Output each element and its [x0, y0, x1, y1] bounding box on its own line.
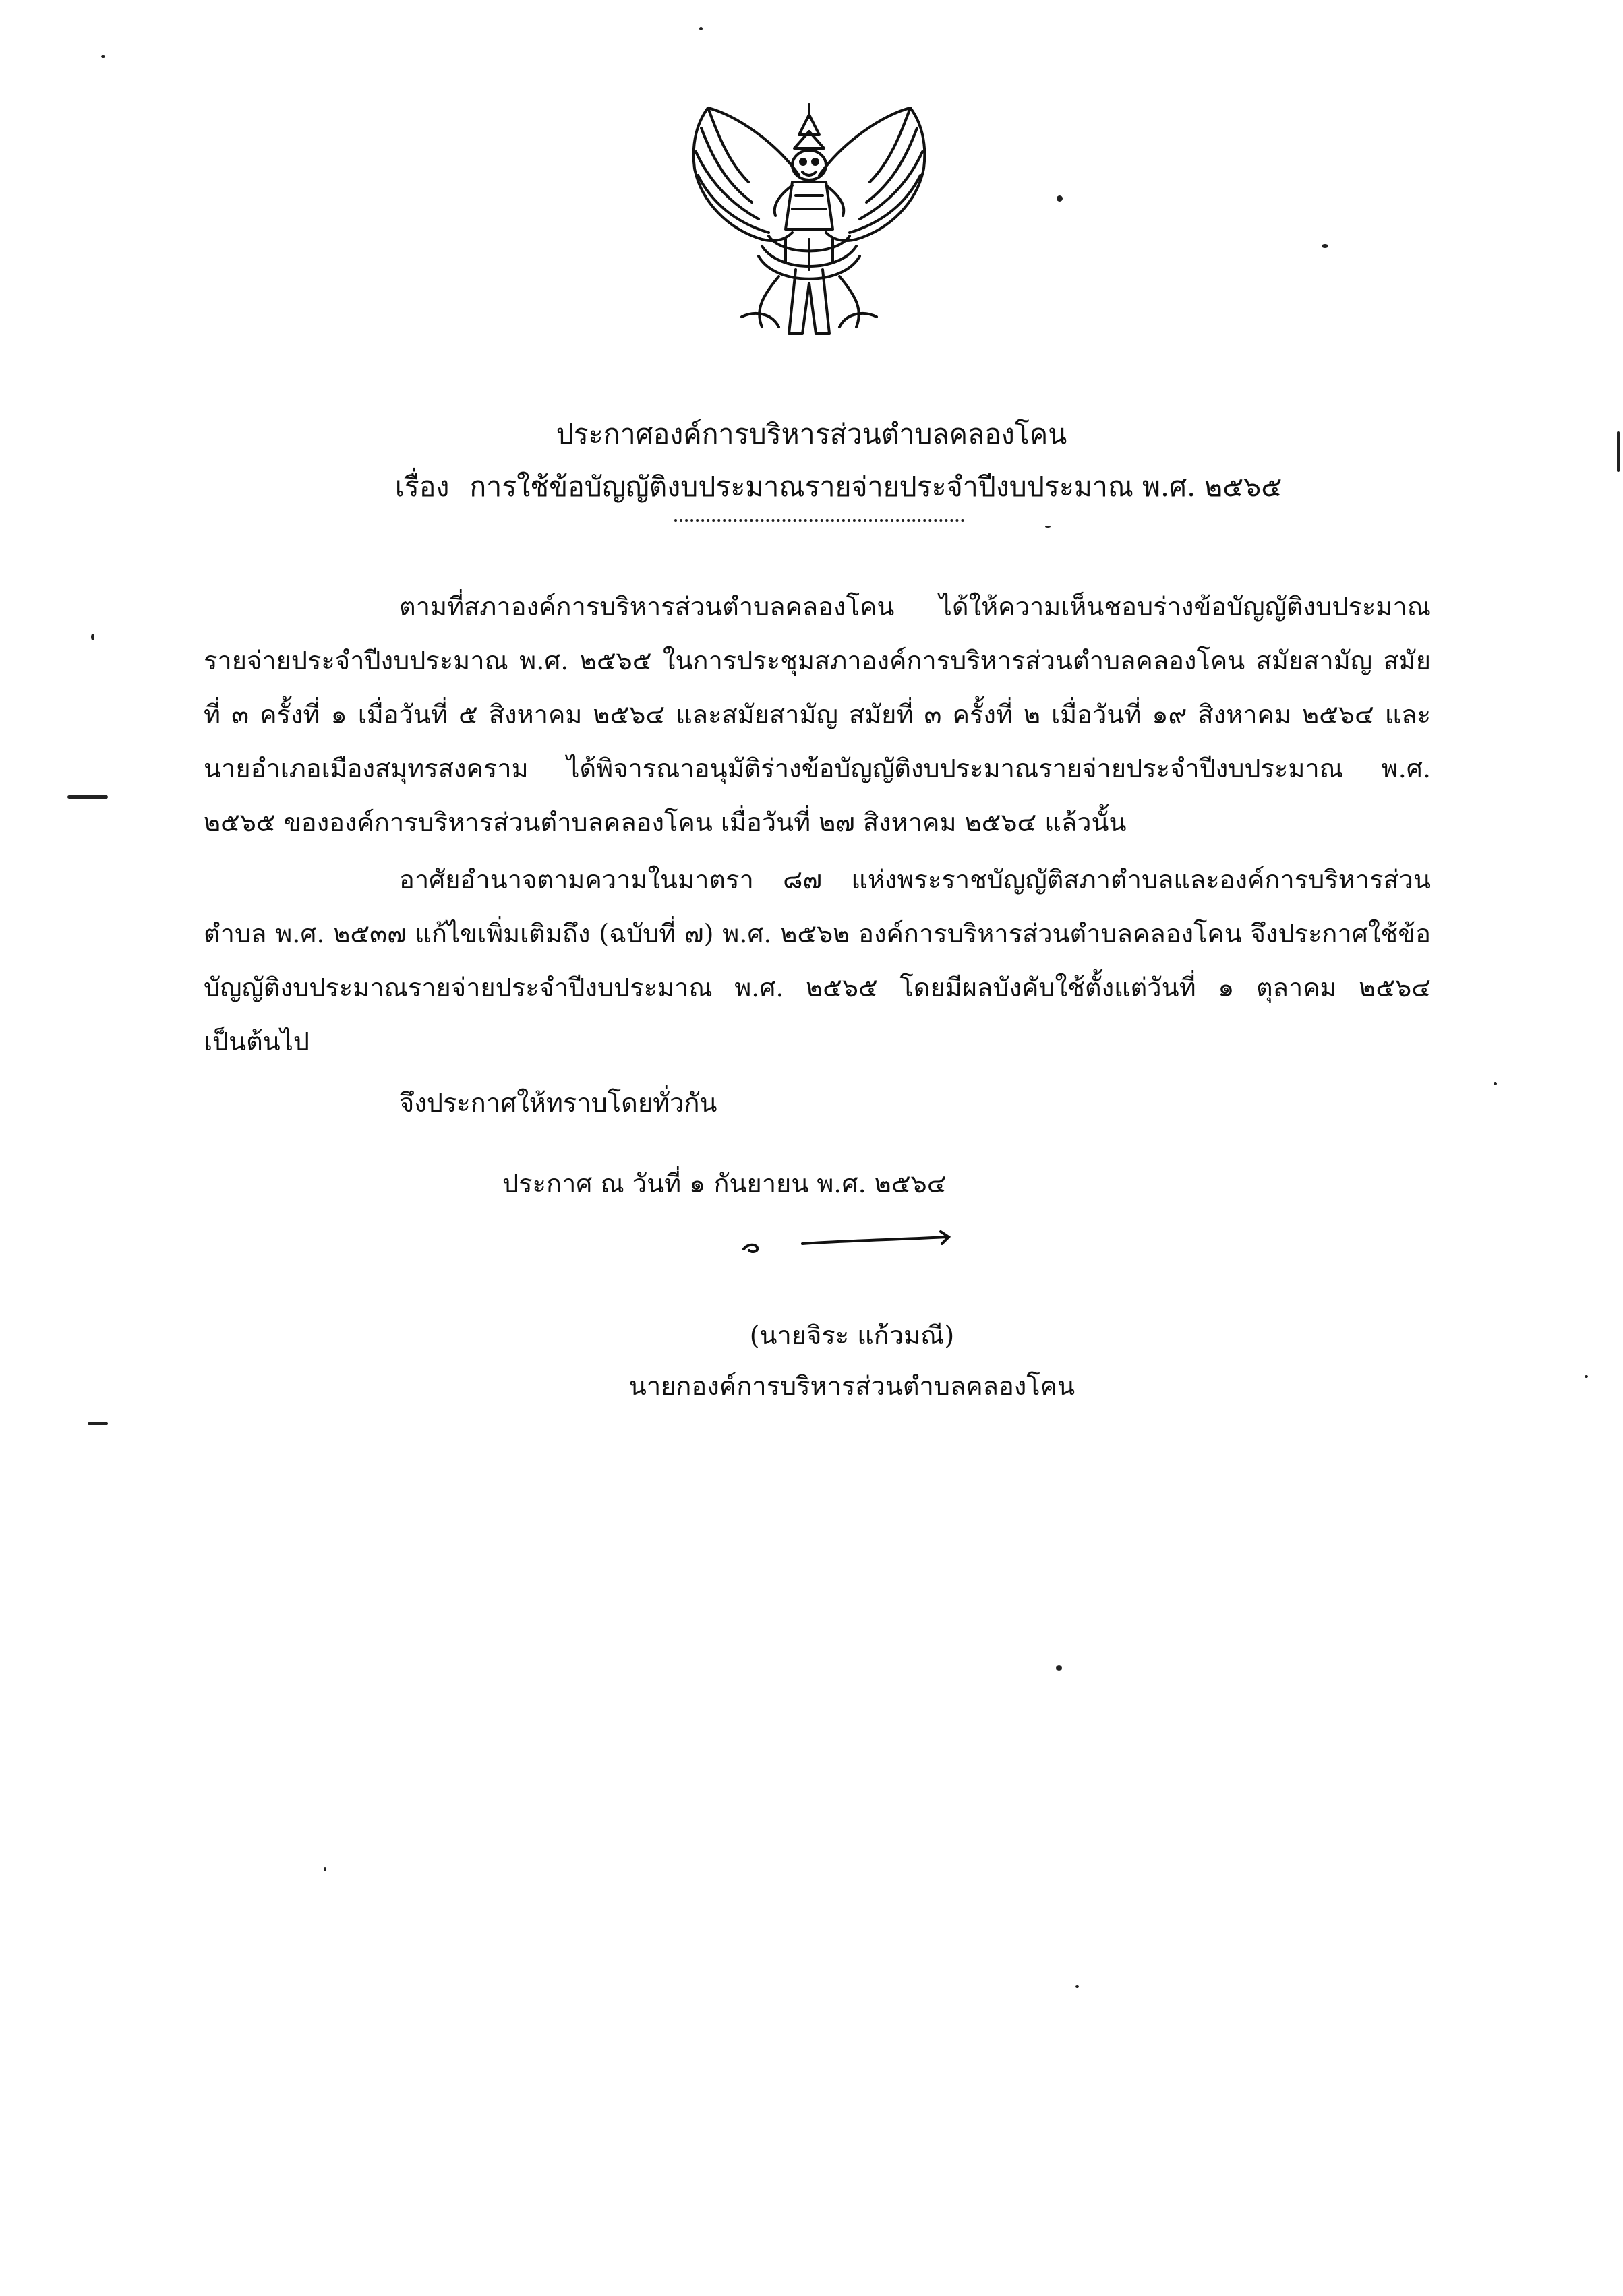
handwritten-signature-icon — [738, 1217, 968, 1264]
scan-speck — [1045, 526, 1051, 528]
scan-speck — [1056, 1665, 1062, 1671]
scan-speck — [67, 795, 108, 799]
scan-speck — [1075, 1985, 1079, 1988]
announcement-date: ประกาศ ณ วันที่ ๑ กันยายน พ.ศ. ๒๕๖๔ — [502, 1169, 947, 1199]
signer-position: นายกองค์การบริหารส่วนตำบลคลองโคน — [628, 1371, 1075, 1401]
closing-statement: จึงประกาศให้ทราบโดยทั่วกัน — [399, 1088, 717, 1118]
scan-speck — [101, 55, 105, 58]
announcement-title: ประกาศองค์การบริหารส่วนตำบลคลองโคน — [556, 418, 1067, 450]
body-paragraph-1: ตามที่สภาองค์การบริหารส่วนตำบลคลองโคน ได้ให้ความเห็นชอบร่างข้อบัญญัติงบประมาณรายจ่ายประจำปีงบประมาณ พ.ศ. ๒๕๖๕ ในการประชุมสภาองค์การบริหารส่วนตำบลคลองโคน สมัยสามัญ สมัยที่ ๓ ครั้งที่ ๑ เมื่อวันที่ ๕ สิงหาคม ๒๕๖๔ และสมัยสามัญ สมัยที่ ๓ ครั้งที่ ๒ เมื่อวันที่ ๑๙ สิงหาคม ๒๕๖๔ และนายอำเภอเมืองสมุทรสงคราม ได้พิจารณาอนุมัติร่างข้อบัญญัติงบประมาณรายจ่ายประจำปีงบประมาณ พ.ศ. ๒๕๖๕ ขององค์การบริหารส่วนตำบลคลองโคน เมื่อวันที่ ๒๗ สิงหาคม ๒๕๖๔ แล้วนั้น — [204, 592, 1431, 837]
scan-speck — [699, 27, 703, 30]
scan-speck — [88, 1422, 108, 1425]
announcement-subject — [27, 465, 1623, 509]
scan-speck — [324, 1867, 326, 1871]
subject-label: เรื่อง — [394, 471, 450, 503]
scan-speck — [1322, 244, 1328, 248]
scan-speck — [91, 634, 94, 640]
scan-speck — [1617, 431, 1620, 472]
scan-speck — [1585, 1375, 1588, 1378]
scan-speck — [1057, 195, 1063, 202]
subject-text: การใช้ข้อบัญญัติงบประมาณรายจ่ายประจำปีงบประมาณ พ.ศ. ๒๕๖๕ — [469, 471, 1282, 503]
signer-name: (นายจิระ แก้วมณี) — [749, 1321, 955, 1350]
garuda-emblem-icon — [661, 94, 957, 351]
body-paragraph-2: อาศัยอำนาจตามความในมาตรา ๘๗ แห่งพระราชบัญญัติสภาตำบลและองค์การบริหารส่วนตำบล พ.ศ. ๒๕๓๗ แก้ไขเพิ่มเติมถึง (ฉบับที่ ๗) พ.ศ. ๒๕๖๒ องค์การบริหารส่วนตำบลคลองโคน จึงประกาศใช้ข้อบัญญัติงบประมาณรายจ่ายประจำปีงบประมาณ พ.ศ. ๒๕๖๕ โดยมีผลบังคับใช้ตั้งแต่วันที่ ๑ ตุลาคม ๒๕๖๔ เป็นต้นไป — [204, 865, 1431, 1056]
scan-speck — [1494, 1082, 1497, 1085]
dotted-separator — [674, 519, 964, 522]
